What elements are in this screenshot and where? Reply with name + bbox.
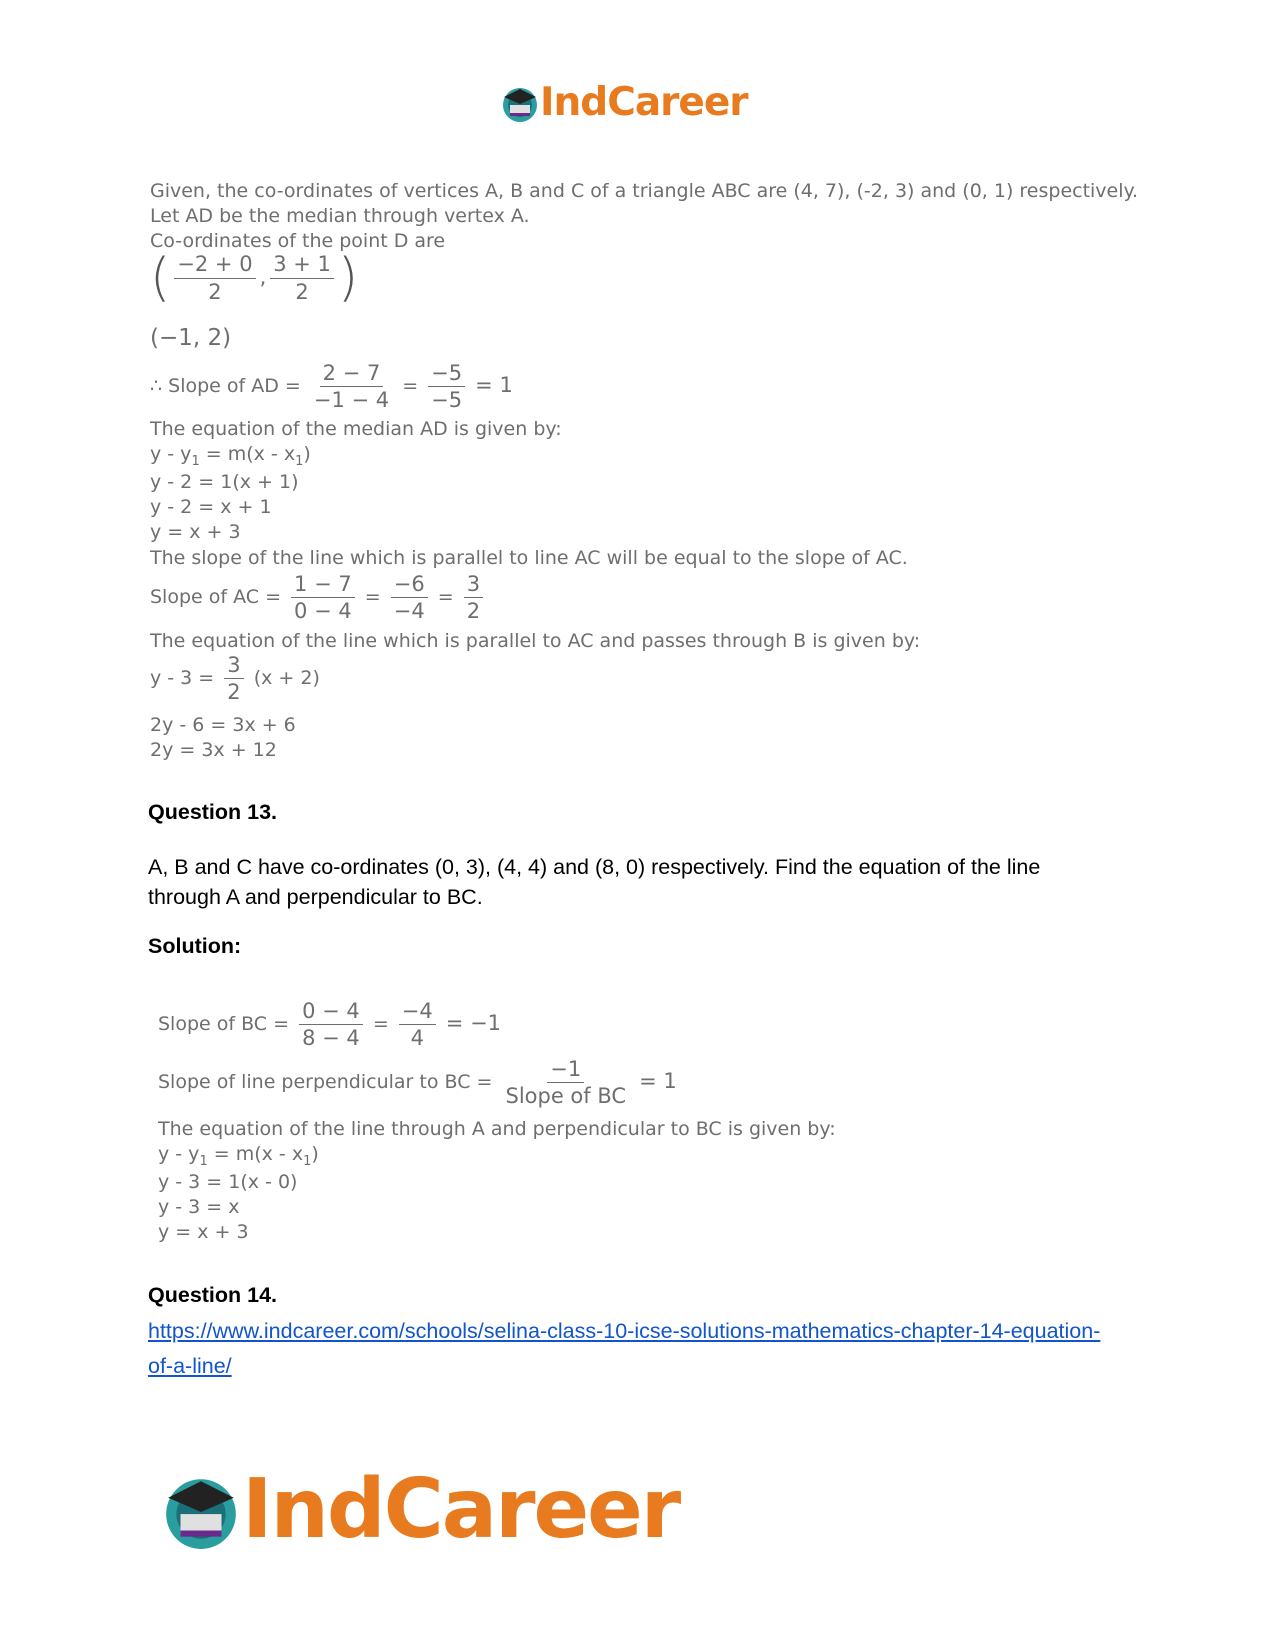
- given-line: Given, the co-ordinates of vertices A, B and C of a triangle ABC are (4, 7), (-2, 3) and (0, 1) respectively.: [150, 180, 1139, 202]
- equation-step-2: y - 2 = x + 1: [150, 496, 272, 518]
- equation-step-2: y - 3 = x: [158, 1196, 240, 1218]
- equation-step-1: y - 3 = 1(x - 0): [158, 1171, 298, 1193]
- solution-q12: [150, 180, 1150, 770]
- footer-logo: [160, 1462, 679, 1557]
- equation-step-3: y = x + 3: [150, 521, 241, 543]
- point-d-formula: ( $\frac{-2 + 0}{2}$ , $\frac{3 + 1}{2}$ ): [150, 248, 359, 308]
- point-slope-form: $y - y_1 = m(x - x_1)$: [158, 1143, 319, 1169]
- point-slope-form: $y - y_1 = m(x - x_1)$: [150, 443, 311, 469]
- median-line: Let AD be the median through vertex A.: [150, 205, 530, 227]
- question-13-text: A, B and C have co-ordinates (0, 3), (4, 4) and (8, 0) respectively. Find the equation of the line through A and perpendicular to BC.: [148, 855, 1041, 909]
- slope-ad-equation: ∴ Slope of AD = $\frac{2 - 7}{-1 - 4}$ = $\frac{-5}{-5}$ = 1: [150, 361, 513, 413]
- slope-ac-equation: Slope of AC = $\frac{1 - 7}{0 - 4}$ = $\frac{-6}{-4}$ = $\frac{3}{2}$: [150, 573, 487, 622]
- slope-bc-equation: Slope of BC = $\frac{0 - 4}{8 - 4}$ = $\frac{-4}{4}$ = −1: [158, 999, 502, 1051]
- graduation-cap-globe-icon: [500, 83, 540, 123]
- question-14-link[interactable]: https://www.indcareer.com/schools/selina-class-10-icse-solutions-mathematics-chapter-14-equation-of-a-line/: [148, 1319, 1101, 1378]
- equation-final: 2y = 3x + 12: [150, 739, 277, 761]
- median-equation-heading: The equation of the median AD is given by:: [150, 418, 562, 440]
- solution-13-heading: Solution:: [148, 934, 242, 958]
- line-through-b-heading: The equation of the line which is parallel to AC and passes through B is given by:: [150, 630, 921, 652]
- perpendicular-equation-heading: The equation of the line through A and perpendicular to BC is given by:: [158, 1118, 836, 1140]
- perpendicular-slope-equation: Slope of line perpendicular to BC = $\frac{-1}{\text{Slope of BC}}$ = 1: [158, 1057, 677, 1109]
- question-13-heading: Question 13.: [148, 800, 278, 824]
- logo-text: IndCareer: [242, 1462, 680, 1557]
- point-d-line: Co-ordinates of the point D are: [150, 230, 446, 252]
- logo-text: IndCareer: [540, 80, 748, 125]
- equation-step-1: y - 2 = 1(x + 1): [150, 471, 299, 493]
- equation-step-4: 2y - 6 = 3x + 6: [150, 714, 296, 736]
- line-through-b-equation: y - 3 = $\frac{3}{2}$ (x + 2): [150, 653, 320, 705]
- parallel-slope-text: The slope of the line which is parallel to line AC will be equal to the slope of AC.: [150, 547, 908, 569]
- point-d-result: (−1, 2): [150, 325, 232, 351]
- header-logo: [500, 80, 748, 125]
- equation-final: y = x + 3: [158, 1221, 249, 1243]
- question-14-heading: Question 14.: [148, 1283, 278, 1307]
- solution-q13: [158, 1000, 1158, 1260]
- graduation-cap-globe-icon: [160, 1469, 242, 1551]
